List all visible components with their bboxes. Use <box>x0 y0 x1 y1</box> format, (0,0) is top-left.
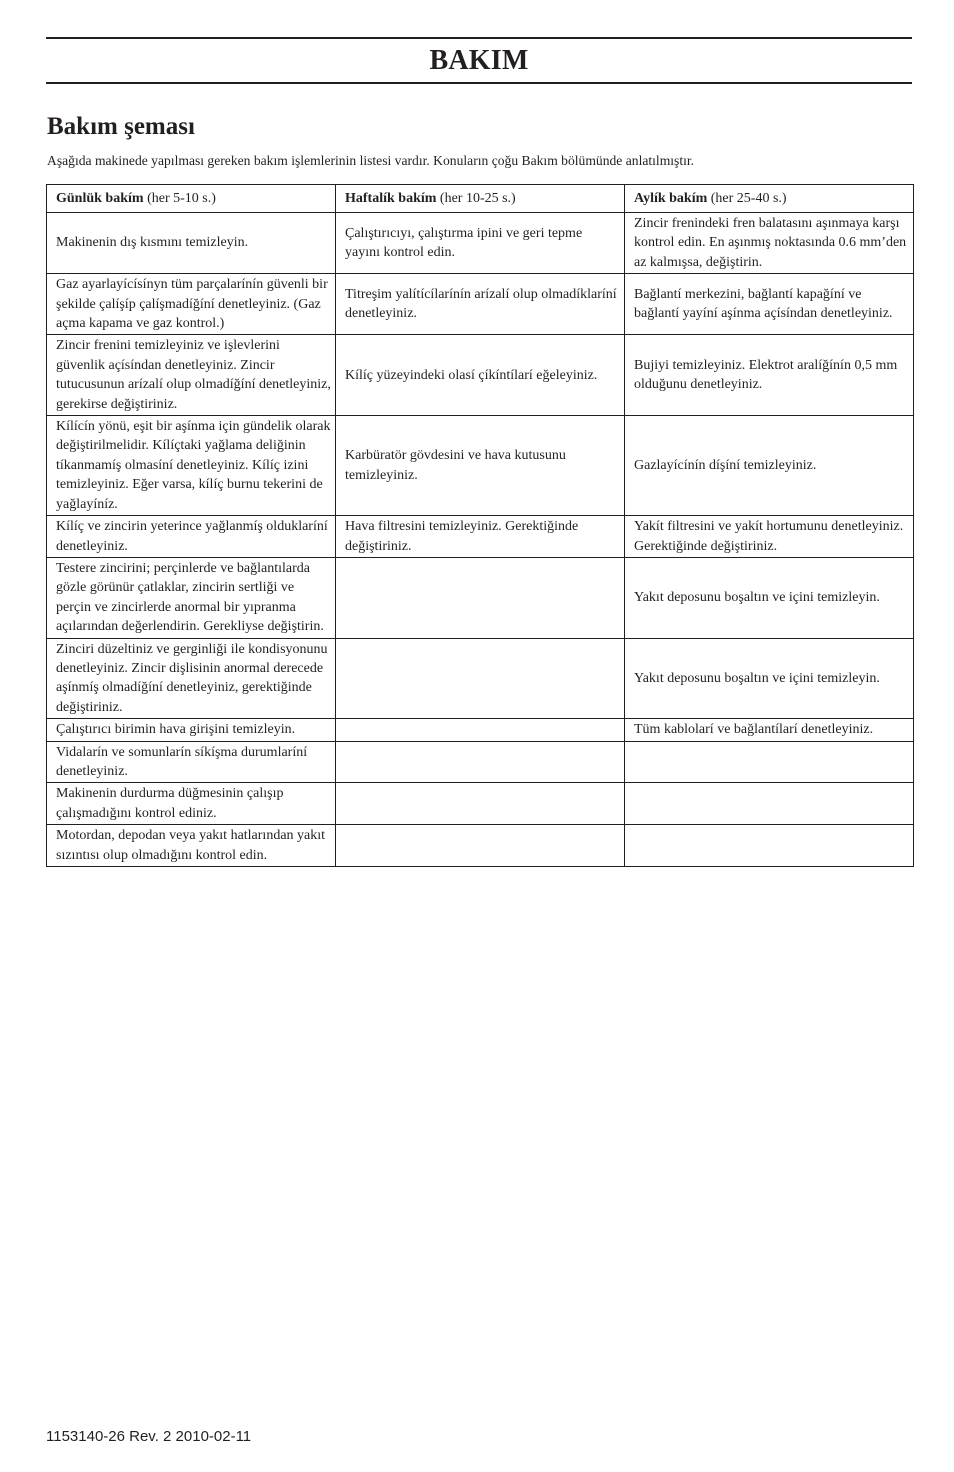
table-cell: Hava filtresini temizleyiniz. Gerektiğinde değiştiriniz. <box>336 516 625 558</box>
table-row <box>47 274 914 335</box>
table-cell <box>336 638 625 719</box>
table-cell: Karbüratör gövdesini ve hava kutusunu temizleyiniz. <box>336 416 625 516</box>
table-cell <box>336 825 625 867</box>
table-cell <box>336 557 625 638</box>
table-cell: Titreşim yalítícílarínín arízalí olup olmadíklaríní denetleyiniz. <box>336 274 625 335</box>
column-header-monthly: Aylík bakím (her 25-40 s.) <box>625 185 914 213</box>
column-header-weekly: Haftalík bakím (her 10-25 s.) <box>336 185 625 213</box>
table-cell: Makinenin dış kısmını temizleyin. <box>47 213 336 274</box>
table-cell <box>336 719 625 741</box>
table-row <box>47 213 914 274</box>
table-cell <box>336 783 625 825</box>
maintenance-schedule-table <box>46 184 914 867</box>
table-cell: Çalıştırıcıyı, çalıştırma ipini ve geri tepme yayını kontrol edin. <box>336 213 625 274</box>
table-cell: Tüm kablolarí ve bağlantílarí denetleyiniz. <box>625 719 914 741</box>
table-cell: Zinciri düzeltiniz ve gerginliği ile kondisyonunu denetleyiniz. Zincir dişlisinin anormal derecede aşínmíş olmadíğíní denetleyiniz, gerektiğinde değiştiriniz. <box>47 638 336 719</box>
table-cell: Bujiyi temizleyiniz. Elektrot aralíğínín 0,5 mm olduğunu denetleyiniz. <box>625 335 914 416</box>
table-row <box>47 335 914 416</box>
table-row <box>47 638 914 719</box>
table-cell: Motordan, depodan veya yakıt hatlarından yakıt sızıntısı olup olmadığını kontrol edin. <box>47 825 336 867</box>
table-cell: Yakıt deposunu boşaltın ve içini temizleyin. <box>625 638 914 719</box>
table-row <box>47 516 914 558</box>
document-id: 1153140-26 Rev. 2 2010-02-11 <box>46 1428 252 1445</box>
intro-text: Aşağıda makinede yapılması gereken bakım işlemlerinin listesi vardır. Konuların çoğu Bakım bölümünde anlatılmıştır. <box>47 153 695 168</box>
table-cell: Makinenin durdurma düğmesinin çalışıp çalışmadığını kontrol ediniz. <box>47 783 336 825</box>
table-cell: Vidalarín ve somunlarín síkíşma durumlaríní denetleyiniz. <box>47 741 336 783</box>
table-row <box>47 416 914 516</box>
section-heading: Bakım şeması <box>47 113 195 140</box>
table-cell: Bağlantí merkezini, bağlantí kapağíní ve bağlantí yayíní aşínma açísíndan denetleyiniz. <box>625 274 914 335</box>
page-title: BAKIM <box>429 44 529 76</box>
table-body <box>47 213 914 867</box>
table-cell <box>625 741 914 783</box>
table-cell <box>625 825 914 867</box>
table-cell: Kílícín yönü, eşit bir aşínma için gündelik olarak değiştirilmelidir. Kílíçtaki yağlama deliğinin tíkanmamíş olmasíní denetleyiniz. Kílíç izini temizleyiniz. Eğer varsa, kílíç burnu tekerini de yağlayíníz. <box>47 416 336 516</box>
table-cell: Çalıştırıcı birimin hava girişini temizleyin. <box>47 719 336 741</box>
table-cell: Kílíç ve zincirin yeterince yağlanmíş olduklaríní denetleyiniz. <box>47 516 336 558</box>
page <box>46 37 912 867</box>
table-cell: Yakıt deposunu boşaltın ve içini temizleyin. <box>625 557 914 638</box>
table-cell: Zincir frenindeki fren balatasını aşınmaya karşı kontrol edin. En aşınmış noktasında 0.6 mm’den az kalmışsa, değiştirin. <box>625 213 914 274</box>
table-cell: Gazlayícínín díşíní temizleyiniz. <box>625 416 914 516</box>
table-cell: Kílíç yüzeyindeki olasí çíkíntílarí eğeleyiniz. <box>336 335 625 416</box>
table-row <box>47 783 914 825</box>
table-cell <box>625 783 914 825</box>
table-header-row <box>47 185 914 213</box>
title-band <box>46 37 912 84</box>
table-cell: Yakít filtresini ve yakít hortumunu denetleyiniz. Gerektiğinde değiştiriniz. <box>625 516 914 558</box>
table-row <box>47 825 914 867</box>
table-cell: Gaz ayarlayícísínyn tüm parçalarínín güvenli bir şekilde çalíşíp çalíşmadíğíní denetleyiniz. (Gaz açma kapama ve gaz kontrol.) <box>47 274 336 335</box>
table-row <box>47 719 914 741</box>
table-cell: Testere zincirini; perçinlerde ve bağlantılarda gözle görünür çatlaklar, zincirin sertliği ve perçin ve zincirlerde anormal bir yıpranma açılarından değerlendirin. Gerekliyse değiştirin. <box>47 557 336 638</box>
table-cell <box>336 741 625 783</box>
table-row <box>47 741 914 783</box>
table-row <box>47 557 914 638</box>
column-header-daily: Günlük bakím (her 5-10 s.) <box>47 185 336 213</box>
table-cell: Zincir frenini temizleyiniz ve işlevlerini güvenlik açísíndan denetleyiniz. Zincir tutucusunun arízalí olup olmadíğíní denetleyiniz, gerekirse değiştiriniz. <box>47 335 336 416</box>
